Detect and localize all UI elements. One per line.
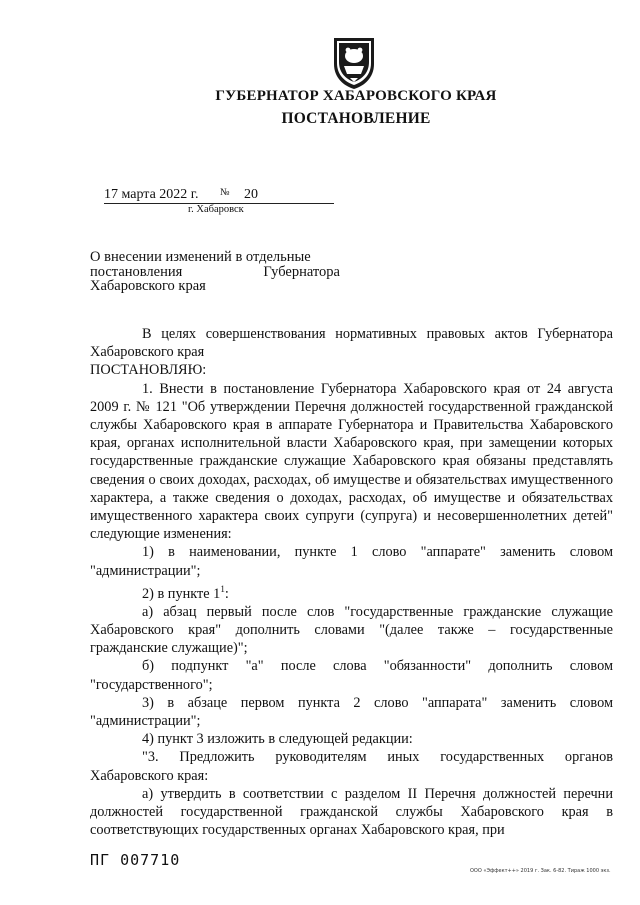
paragraph: 1) в наименовании, пункте 1 слово "аппарате" заменить словом "администрации"; [90, 544, 613, 579]
document-subject [90, 250, 340, 294]
paragraph: ПОСТАНОВЛЯЮ: [90, 362, 207, 379]
paragraph-text: : [224, 585, 229, 602]
printer-imprint: ООО «Эффект++» 2019 г. Зак. 6-82. Тираж 1000 экз. [470, 868, 611, 874]
date-number-line [104, 187, 334, 204]
subject-line [90, 265, 340, 280]
paragraph [90, 580, 613, 603]
paragraph-text: 2) в пункте 1 [142, 585, 221, 602]
document-city: г. Хабаровск [188, 204, 244, 215]
coat-of-arms-emblem [330, 34, 378, 90]
number-label: № [220, 187, 230, 198]
paragraph: 4) пункт 3 изложить в следующей редакции: [142, 731, 413, 748]
subject-word: Губернатора [263, 263, 340, 280]
subject-word: постановления [90, 263, 183, 280]
paragraph: "3. Предложить руководителям иных государственных органов Хабаровского края: [90, 749, 613, 784]
paragraph: а) абзац первый после слов "государственные гражданские служащие Хабаровского края" дополнить словами "(далее также – государственные гражданские служащие)"; [90, 603, 613, 657]
document-body [90, 325, 613, 839]
document-number: 20 [244, 187, 258, 202]
paragraph: 1. Внести в постановление Губернатора Хабаровского края от 24 августа 2009 г. № 121 "Об утверждении Перечня должностей государственной гражданской службы Хабаровского края в аппарате Губернатора и Правительства Хабаровского края, органах исполнительной власти Хабаровского края, при замещении которых государственные гражданские служащие Хабаровского края обязаны представлять сведения о своих доходах, расходах, об имуществе и обязательствах имущественного характера, а также сведения о доходах, расходах, об имуществе и обязательствах имущественного характера своих супруги (супруга) и несовершеннолетних детей" следующие изменения: [90, 380, 613, 543]
paragraph: а) утвердить в соответствии с разделом II Перечня должностей перечни должностей государственной гражданской службы Хабаровского края в соответствующих государственных органах Хабаровского края, при [90, 785, 613, 839]
paragraph: В целях совершенствования нормативных правовых актов Губернатора Хабаровского края [90, 326, 613, 361]
paragraph: 3) в абзаце первом пункта 2 слово "аппарата" заменить словом "администрации"; [90, 694, 613, 730]
form-serial-number: ПГ 007710 [90, 851, 181, 869]
superscript: 1 [220, 583, 225, 594]
subject-line: О внесении изменений в отдельные [90, 249, 311, 265]
paragraph: б) подпункт "а" после слова "обязанности" дополнить словом "государственного"; [90, 658, 613, 693]
authority-heading: ГУБЕРНАТОР ХАБАРОВСКОГО КРАЯ [215, 88, 497, 104]
subject-line: Хабаровского края [90, 278, 206, 294]
document-date: 17 марта 2022 г. [104, 187, 199, 202]
document-type-heading: ПОСТАНОВЛЕНИЕ [281, 110, 431, 127]
